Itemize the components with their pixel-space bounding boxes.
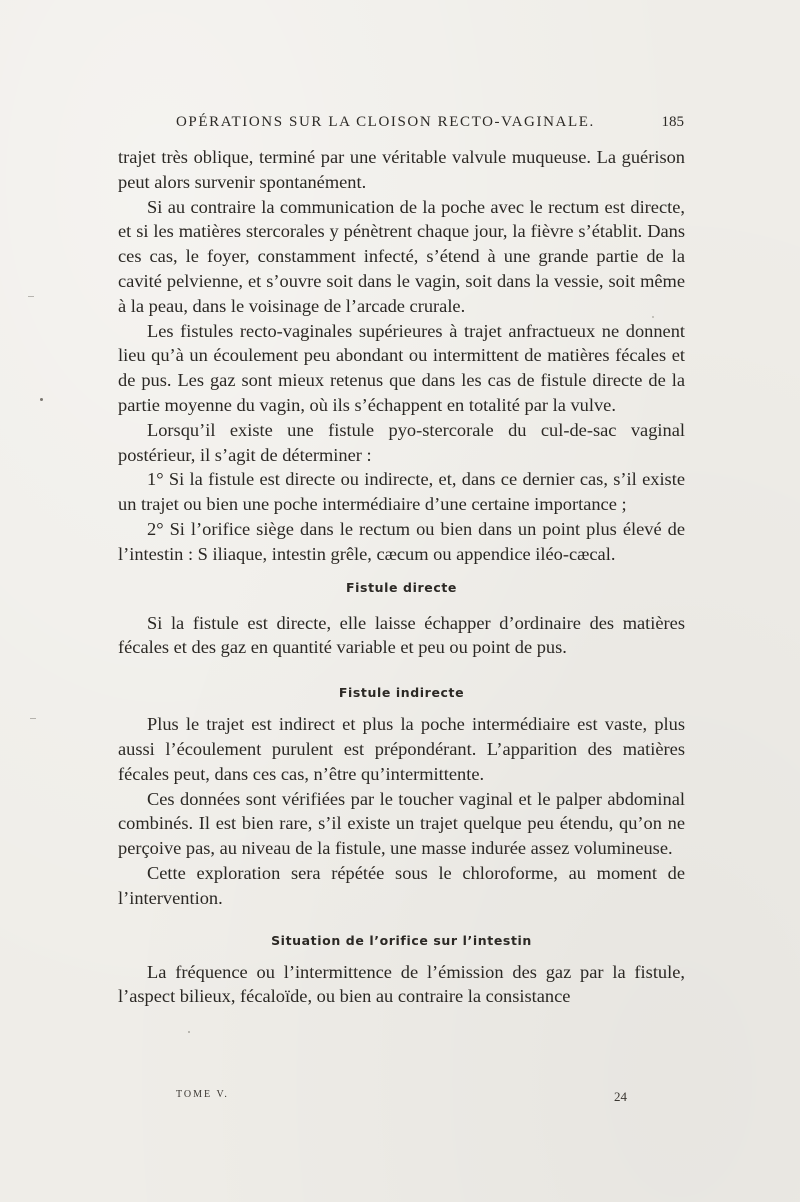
paragraph-1: trajet très oblique, terminé par une véritable valvule muqueuse. La guérison peut alors survenir spontanément. xyxy=(118,147,685,192)
paragraph-6: 2° Si l’orifice siège dans le rectum ou bien dans un point plus élevé de l’intestin : S iliaque, intestin grêle, cæcum ou appendice iléo-cæcal. xyxy=(118,518,685,564)
running-head xyxy=(118,114,684,136)
paper-speck xyxy=(188,1031,190,1033)
paper-speck xyxy=(40,398,43,401)
volume-label: TOME V. xyxy=(176,1089,229,1100)
paragraph-3: Les fistules recto-vaginales supérieures à trajet anfractueux ne donnent lieu qu’à un écoulement peu abondant ou intermittent de matières fécales et de pus. Les gaz sont mieux retenus que dans les cas de fistule directe de la partie moyenne du vagin, où ils s’échappent en totalité par la vulve. xyxy=(118,320,685,415)
paragraph-8: Plus le trajet est indirect et plus la poche intermédiaire est vaste, plus aussi l’écoulement purulent est prépondérant. L’apparition des matières fécales peut, dans ces cas, n’être qu’intermittente. xyxy=(118,714,685,784)
paragraph-9: Ces données sont vérifiées par le toucher vaginal et le palper abdominal combinés. Il est bien rare, s’il existe un trajet quelque peu étendu, qu’on ne perçoive pas, au niveau de la fistule, une masse indurée assez volumineuse. xyxy=(118,788,685,859)
paper-speck xyxy=(652,316,654,318)
running-title: OPÉRATIONS SUR LA CLOISON RECTO-VAGINALE. xyxy=(176,114,595,130)
paper-speck xyxy=(28,296,34,297)
paper-speck xyxy=(30,718,36,719)
signature-mark: 24 xyxy=(614,1089,627,1104)
main-text xyxy=(118,145,685,1009)
section-heading-fistule-indirecte: Fistule indirecte xyxy=(338,685,465,701)
page-footer xyxy=(118,1089,685,1107)
section-heading-situation-orifice: Situation de l’orifice sur l’intestin xyxy=(271,932,532,948)
paragraph-4: Lorsqu’il existe une fistule pyo-stercorale du cul-de-sac vaginal postérieur, il s’agit de déterminer : xyxy=(118,419,685,465)
page-number: 185 xyxy=(661,114,684,130)
paragraph-5: 1° Si la fistule est directe ou indirecte, et, dans ce dernier cas, s’il existe un trajet ou bien une poche intermédiaire d’une certaine importance ; xyxy=(118,469,685,515)
paragraph-2: Si au contraire la communication de la poche avec le rectum est directe, et si les matières stercorales y pénètrent chaque jour, la fièvre s’établit. Dans ces cas, le foyer, constamment infecté, s’étend à une grande partie de la cavité pelvienne, et s’ouvre soit dans le vagin, soit dans la vessie, soit même à la peau, dans le voisinage de l’arcade crurale. xyxy=(118,196,685,316)
paragraph-10: Cette exploration sera répétée sous le chloroforme, au moment de l’intervention. xyxy=(118,862,685,908)
paragraph-11: La fréquence ou l’intermittence de l’émission des gaz par la fistule, l’aspect bilieux, fécaloïde, ou bien au contraire la consistance xyxy=(118,961,685,1007)
paragraph-7: Si la fistule est directe, elle laisse échapper d’ordinaire des matières fécales et des gaz en quantité variable et peu ou point de pus. xyxy=(118,612,685,658)
section-heading-fistule-directe: Fistule directe xyxy=(346,579,457,595)
